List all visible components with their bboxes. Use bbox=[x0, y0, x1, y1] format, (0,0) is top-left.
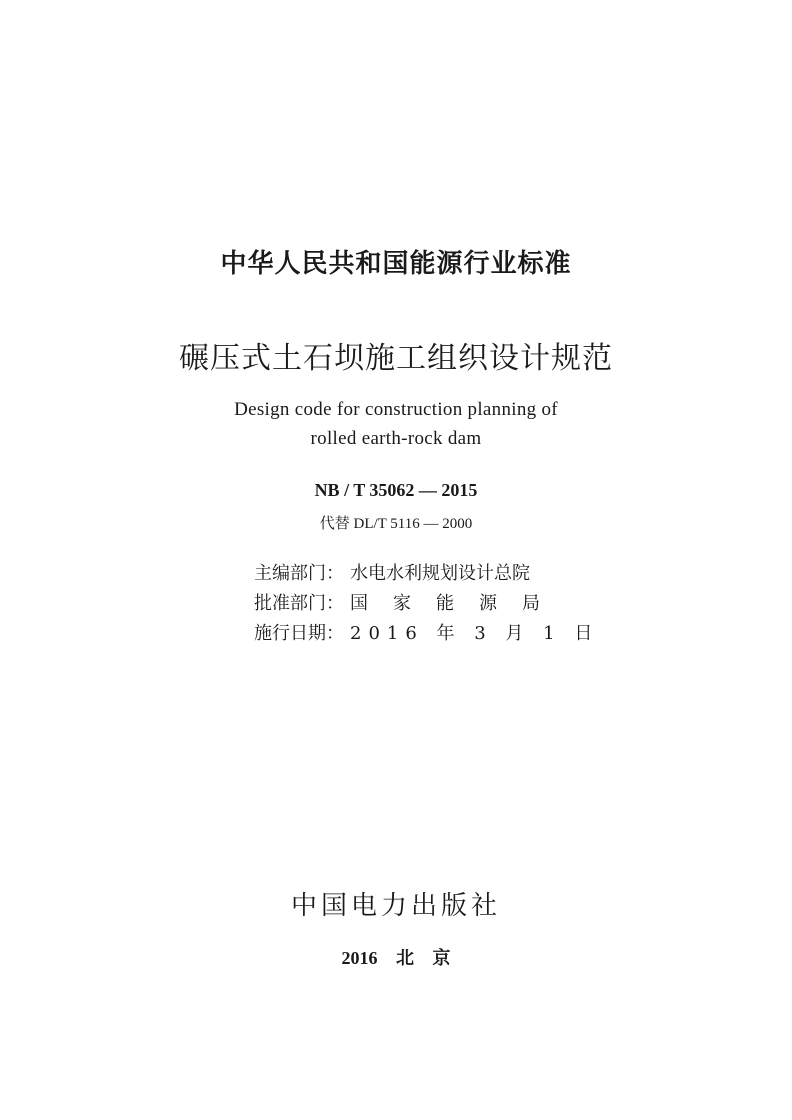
publication-year-place: 2016 北 京 bbox=[341, 948, 451, 968]
editor-label: 主编部门： bbox=[254, 563, 344, 584]
editor-row bbox=[254, 559, 530, 585]
standard-title-english-line2: rolled earth-rock dam bbox=[310, 428, 482, 449]
approver-label: 批准部门： bbox=[254, 593, 344, 614]
approver-char: 国 bbox=[350, 593, 368, 614]
approver-row bbox=[254, 589, 540, 615]
standard-code: NB / T 35062 — 2015 bbox=[314, 480, 478, 500]
approver-char: 家 bbox=[393, 593, 411, 614]
effective-date-label: 施行日期： bbox=[254, 623, 344, 644]
approver-value bbox=[350, 589, 540, 615]
standard-title-chinese: 碾压式土石坝施工组织设计规范 bbox=[179, 341, 613, 376]
replaced-standard: 代替 DL/T 5116 — 2000 bbox=[319, 516, 473, 532]
industry-standard-heading: 中华人民共和国能源行业标准 bbox=[220, 249, 572, 279]
effective-date-value: 2016 年 3 月 1 日 bbox=[350, 623, 600, 644]
effective-date-row bbox=[254, 619, 599, 645]
approver-char: 局 bbox=[522, 593, 540, 614]
approver-char: 能 bbox=[436, 593, 454, 614]
standard-title-english-line1: Design code for construction planning of bbox=[234, 399, 558, 420]
publisher-name: 中国电力出版社 bbox=[290, 891, 501, 921]
editor-value: 水电水利规划设计总院 bbox=[350, 563, 530, 584]
approver-char: 源 bbox=[479, 593, 497, 614]
